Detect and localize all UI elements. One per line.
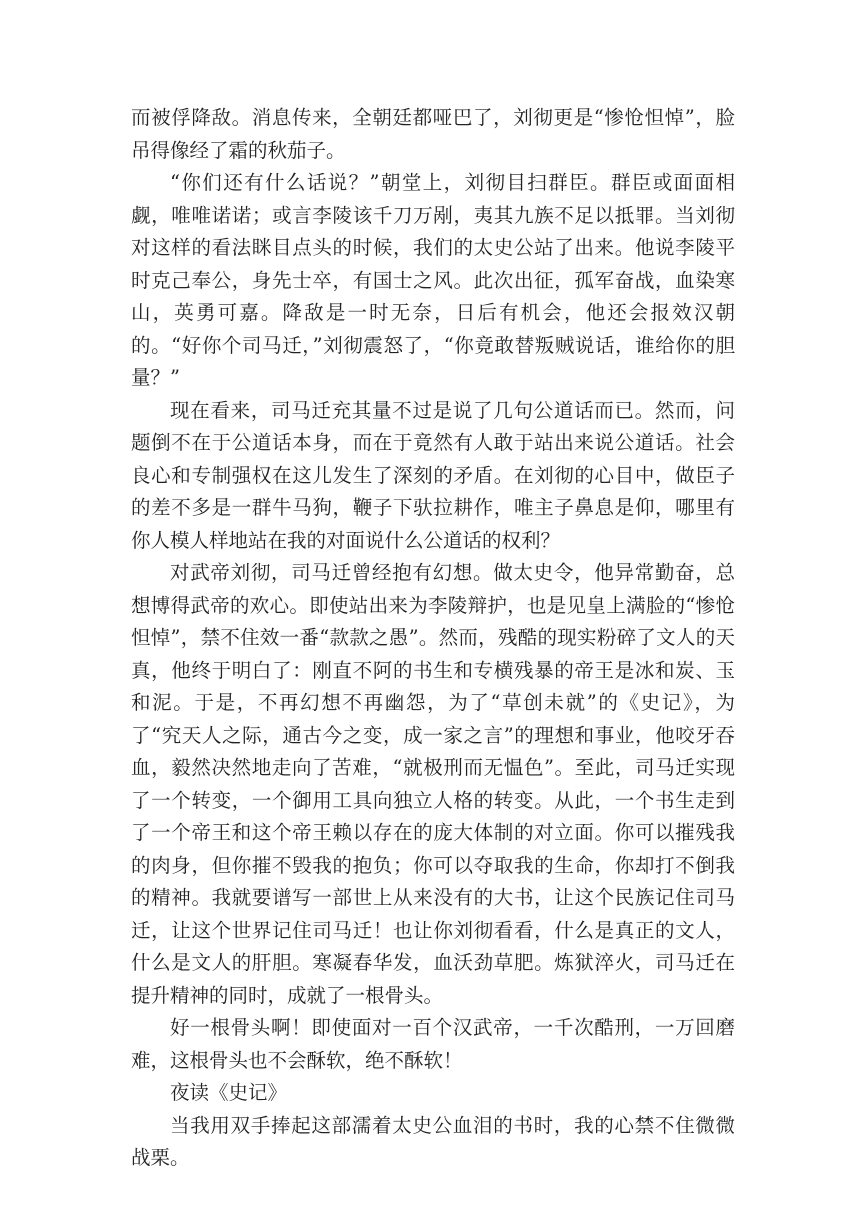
paragraph-4: 对武帝刘彻，司马迁曾经抱有幻想。做太史令，他异常勤奋，总想博得武帝的欢心。即使站出来为李陵辩护，也是见皇上满脸的“惨怆怛悼”，禁不住效一番“款款之愚”。然而，残酷的现实粉碎了文人的天真，他终于明白了：刚直不阿的书生和专横残暴的帝王是冰和炭、玉和泥。于是，不再幻想不再幽怨，为了“草创未就”的《史记》，为了“究天人之际，通古今之变，成一家之言”的理想和事业，他咬牙吞血，毅然决然地走向了苦难，“就极刑而无愠色”。至此，司马迁实现了一个转变，一个御用工具向独立人格的转变。从此，一个书生走到了一个帝王和这个帝王赖以存在的庞大体制的对立面。你可以摧残我的肉身，但你摧不毁我的抱负；你可以夺取我的生命，你却打不倒我的精神。我就要谱写一部世上从来没有的大书，让这个民族记住司马迁，让这个世界记住司马迁！也让你刘彻看看，什么是真正的文人，什么是文人的肝胆。寒凝春华发，血沃劲草肥。炼狱淬火，司马迁在提升精神的同时，成就了一根骨头。 xyxy=(131,561,735,1007)
paragraph-5: 好一根骨头啊！即使面对一百个汉武帝，一千次酷刑，一万回磨难，这根骨头也不会酥软，绝不酥软！ xyxy=(131,1016,735,1072)
paragraph-1: 而被俘降敌。消息传来，全朝廷都哑巴了，刘彻更是“惨怆怛悼”，脸吊得像经了霜的秋茄子。 xyxy=(131,106,735,162)
paragraph-3: 现在看来，司马迁充其量不过是说了几句公道话而已。然而，问题倒不在于公道话本身，而在于竟然有人敢于站出来说公道话。社会良心和专制强权在这儿发生了深刻的矛盾。在刘彻的心目中，做臣子的差不多是一群牛马狗，鞭子下驮拉耕作，唯主子鼻息是仰，哪里有你人模人样地站在我的对面说什么公道话的权利？ xyxy=(131,398,735,552)
paragraph-2: “你们还有什么话说？”朝堂上，刘彻目扫群臣。群臣或面面相觑，唯唯诺诺；或言李陵该千刀万剐，夷其九族不足以抵罪。当刘彻对这样的看法眯目点头的时候，我们的太史公站了出来。他说李陵平时克己奉公，身先士卒，有国士之风。此次出征，孤军奋战，血染寒山，英勇可嘉。降敌是一时无奈，日后有机会，他还会报效汉朝的。“好你个司马迁，”刘彻震怒了，“你竟敢替叛贼说话，谁给你的胆量？” xyxy=(131,171,735,389)
document-body xyxy=(131,102,735,1175)
paragraph-6: 当我用双手捧起这部濡着太史公血泪的书时，我的心禁不住微微战栗。 xyxy=(131,1113,735,1169)
section-title: 夜读《史记》 xyxy=(170,1081,288,1104)
